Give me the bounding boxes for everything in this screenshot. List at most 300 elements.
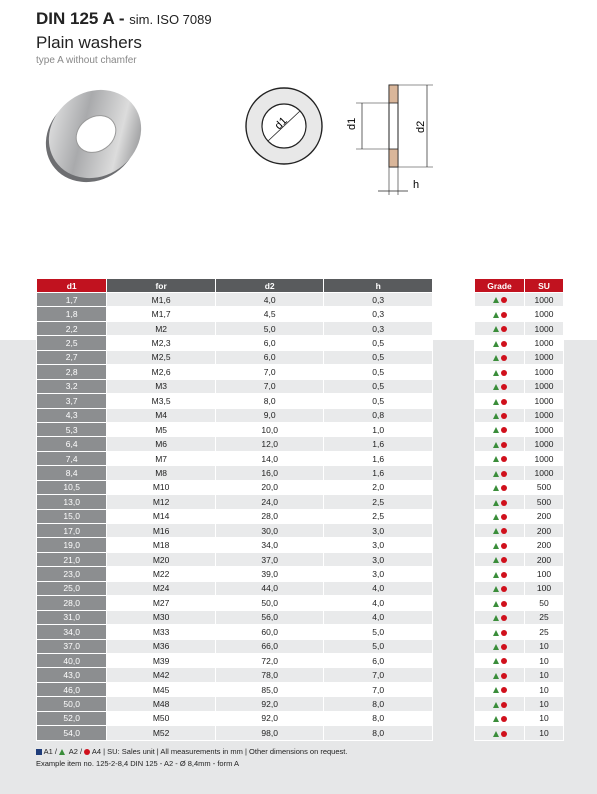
cell-su: 1000 [525, 451, 564, 465]
grade-row [475, 365, 564, 379]
a2-triangle-icon [493, 543, 499, 549]
grade-row [475, 610, 564, 624]
cell-h: 0,5 [324, 336, 433, 350]
a4-dot-icon [501, 644, 507, 650]
table-row [37, 350, 433, 364]
a4-dot-icon [501, 413, 507, 419]
cell-su: 25 [525, 625, 564, 639]
cell-grade [475, 639, 525, 653]
a4-dot-icon [501, 384, 507, 390]
a4-dot-icon [501, 687, 507, 693]
cell-grade [475, 365, 525, 379]
cell-su: 1000 [525, 336, 564, 350]
cell-for: M14 [107, 509, 216, 523]
grade-row [475, 596, 564, 610]
cell-h: 2,5 [324, 495, 433, 509]
cell-d2: 37,0 [215, 552, 324, 566]
dimensions-table [36, 278, 433, 741]
cell-h: 1,6 [324, 437, 433, 451]
cell-for: M5 [107, 422, 216, 436]
cell-for: M42 [107, 668, 216, 682]
title-main: DIN 125 A - [36, 9, 125, 28]
cell-su: 1000 [525, 307, 564, 321]
cell-su: 200 [525, 524, 564, 538]
cell-h: 3,0 [324, 567, 433, 581]
a2-triangle-icon [493, 427, 499, 433]
cell-d1: 21,0 [37, 552, 107, 566]
cell-for: M2 [107, 321, 216, 335]
table-row [37, 581, 433, 595]
a4-dot-icon [501, 630, 507, 636]
a4-dot-icon [501, 355, 507, 361]
cell-d2: 60,0 [215, 625, 324, 639]
cell-for: M39 [107, 653, 216, 667]
a4-dot-icon [501, 427, 507, 433]
cell-d1: 6,4 [37, 437, 107, 451]
cell-d1: 34,0 [37, 625, 107, 639]
cell-d2: 10,0 [215, 422, 324, 436]
a2-triangle-icon [493, 500, 499, 506]
table-row [37, 379, 433, 393]
cell-h: 0,5 [324, 394, 433, 408]
cell-grade [475, 451, 525, 465]
cell-d2: 39,0 [215, 567, 324, 581]
a4-dot-icon [501, 442, 507, 448]
cell-d1: 15,0 [37, 509, 107, 523]
table-row [37, 697, 433, 711]
cell-su: 10 [525, 697, 564, 711]
a4-dot-icon [501, 471, 507, 477]
cell-for: M12 [107, 495, 216, 509]
cell-su: 100 [525, 581, 564, 595]
cell-su: 1000 [525, 365, 564, 379]
cell-d2: 6,0 [215, 336, 324, 350]
cell-for: M22 [107, 567, 216, 581]
cell-d2: 30,0 [215, 524, 324, 538]
cell-d2: 56,0 [215, 610, 324, 624]
a4-dot-icon [501, 572, 507, 578]
cell-d1: 7,4 [37, 451, 107, 465]
a2-triangle-icon [493, 297, 499, 303]
table-row [37, 365, 433, 379]
table-row [37, 293, 433, 307]
cell-h: 4,0 [324, 610, 433, 624]
cell-d1: 25,0 [37, 581, 107, 595]
cell-for: M18 [107, 538, 216, 552]
cell-d1: 1,7 [37, 293, 107, 307]
a2-triangle-icon [493, 399, 499, 405]
drawing-label-d2: d2 [415, 120, 427, 133]
cell-d1: 54,0 [37, 726, 107, 740]
cell-grade [475, 697, 525, 711]
page-subtitle-type: type A without chamfer [36, 55, 137, 66]
page-title [36, 9, 212, 29]
cell-d2: 12,0 [215, 437, 324, 451]
cell-h: 2,5 [324, 509, 433, 523]
table-row [37, 668, 433, 682]
cell-d1: 40,0 [37, 653, 107, 667]
grade-table [474, 278, 564, 741]
table-row [37, 625, 433, 639]
cell-d2: 50,0 [215, 596, 324, 610]
grade-row [475, 336, 564, 350]
a4-dot-icon [501, 543, 507, 549]
grade-row [475, 581, 564, 595]
grade-row [475, 668, 564, 682]
grade-row [475, 524, 564, 538]
table-row [37, 321, 433, 335]
a2-triangle-icon [493, 514, 499, 520]
cell-su: 500 [525, 495, 564, 509]
cell-grade [475, 509, 525, 523]
grade-row [475, 697, 564, 711]
cell-h: 5,0 [324, 625, 433, 639]
grade-row [475, 408, 564, 422]
cell-h: 8,0 [324, 697, 433, 711]
cell-d1: 3,2 [37, 379, 107, 393]
a4-dot-icon [501, 673, 507, 679]
grade-row [475, 711, 564, 725]
a4-dot-icon [501, 702, 507, 708]
cell-for: M36 [107, 639, 216, 653]
a2-triangle-icon [493, 413, 499, 419]
cell-su: 500 [525, 480, 564, 494]
a2-triangle-icon [493, 615, 499, 621]
grade-row [475, 422, 564, 436]
cell-d1: 50,0 [37, 697, 107, 711]
a2-triangle-icon [493, 716, 499, 722]
cell-d1: 10,5 [37, 480, 107, 494]
cell-grade [475, 480, 525, 494]
cell-d1: 43,0 [37, 668, 107, 682]
cell-su: 10 [525, 639, 564, 653]
a4-dot-icon [84, 749, 90, 755]
header-h: h [324, 279, 433, 293]
table-row [37, 451, 433, 465]
cell-h: 8,0 [324, 711, 433, 725]
cell-grade [475, 495, 525, 509]
cell-grade [475, 726, 525, 740]
a2-triangle-icon [493, 370, 499, 376]
cell-d2: 9,0 [215, 408, 324, 422]
cell-d1: 8,4 [37, 466, 107, 480]
cell-d2: 16,0 [215, 466, 324, 480]
cell-su: 10 [525, 726, 564, 740]
cell-d1: 52,0 [37, 711, 107, 725]
cell-su: 200 [525, 538, 564, 552]
table-row [37, 552, 433, 566]
a2-triangle-icon [493, 312, 499, 318]
cell-for: M33 [107, 625, 216, 639]
grade-row [475, 321, 564, 335]
table-row [37, 394, 433, 408]
cell-d2: 4,0 [215, 293, 324, 307]
cell-d1: 37,0 [37, 639, 107, 653]
cell-h: 0,5 [324, 350, 433, 364]
grade-row [475, 726, 564, 740]
a2-triangle-icon [493, 528, 499, 534]
cell-d2: 6,0 [215, 350, 324, 364]
table-row [37, 408, 433, 422]
cell-h: 4,0 [324, 581, 433, 595]
footer-legend [36, 747, 347, 756]
cell-for: M3,5 [107, 394, 216, 408]
cell-su: 1000 [525, 293, 564, 307]
cell-su: 1000 [525, 379, 564, 393]
cell-for: M30 [107, 610, 216, 624]
header-d2: d2 [215, 279, 324, 293]
cell-su: 1000 [525, 437, 564, 451]
cell-su: 200 [525, 509, 564, 523]
cell-for: M20 [107, 552, 216, 566]
cell-grade [475, 653, 525, 667]
cell-grade [475, 552, 525, 566]
cell-h: 0,5 [324, 365, 433, 379]
table-row [37, 437, 433, 451]
table-row [37, 726, 433, 740]
cell-d2: 7,0 [215, 365, 324, 379]
cell-d1: 4,3 [37, 408, 107, 422]
a2-triangle-icon [493, 471, 499, 477]
a2-triangle-icon [493, 341, 499, 347]
a2-triangle-icon [59, 749, 65, 755]
cell-d2: 72,0 [215, 653, 324, 667]
drawing-label-d1: d1 [346, 117, 358, 130]
grade-row [475, 538, 564, 552]
a4-dot-icon [501, 586, 507, 592]
cell-d2: 24,0 [215, 495, 324, 509]
a4-dot-icon [501, 370, 507, 376]
a2-triangle-icon [493, 586, 499, 592]
a4-dot-icon [501, 731, 507, 737]
header-su: SU [525, 279, 564, 293]
cell-for: M16 [107, 524, 216, 538]
a4-dot-icon [501, 399, 507, 405]
table-row [37, 495, 433, 509]
grade-row [475, 625, 564, 639]
cell-for: M3 [107, 379, 216, 393]
title-sim: sim. ISO 7089 [129, 12, 212, 27]
footer-example: Example item no. 125-2-8,4 DIN 125 - A2 - Ø 8,4mm - form A [36, 759, 239, 768]
page-subtitle: Plain washers [36, 33, 142, 52]
grade-row [475, 466, 564, 480]
cell-h: 0,3 [324, 307, 433, 321]
table-row [37, 538, 433, 552]
cell-su: 10 [525, 668, 564, 682]
a4-dot-icon [501, 297, 507, 303]
cell-d2: 78,0 [215, 668, 324, 682]
cell-for: M52 [107, 726, 216, 740]
table-row [37, 610, 433, 624]
cell-grade [475, 394, 525, 408]
grade-row [475, 495, 564, 509]
cell-grade [475, 682, 525, 696]
cell-h: 1,6 [324, 451, 433, 465]
cell-su: 10 [525, 682, 564, 696]
header-for: for [107, 279, 216, 293]
a2-triangle-icon [493, 355, 499, 361]
cell-h: 0,3 [324, 321, 433, 335]
cell-grade [475, 524, 525, 538]
cell-d1: 28,0 [37, 596, 107, 610]
cell-for: M45 [107, 682, 216, 696]
grade-header-row [475, 279, 564, 293]
cell-for: M2,6 [107, 365, 216, 379]
a2-triangle-icon [493, 644, 499, 650]
cell-d1: 2,7 [37, 350, 107, 364]
cell-d1: 13,0 [37, 495, 107, 509]
cell-d2: 98,0 [215, 726, 324, 740]
cell-h: 0,8 [324, 408, 433, 422]
cell-h: 3,0 [324, 524, 433, 538]
cell-grade [475, 581, 525, 595]
a2-triangle-icon [493, 658, 499, 664]
a2-triangle-icon [493, 673, 499, 679]
cell-d1: 1,8 [37, 307, 107, 321]
grade-row [475, 293, 564, 307]
a4-dot-icon [501, 557, 507, 563]
table-row [37, 509, 433, 523]
cell-for: M27 [107, 596, 216, 610]
cell-d1: 46,0 [37, 682, 107, 696]
drawing-label-d1-circle: d1 [272, 114, 290, 133]
a2-triangle-icon [493, 456, 499, 462]
grade-row [475, 552, 564, 566]
a1-square-icon [36, 749, 42, 755]
cell-for: M7 [107, 451, 216, 465]
cell-h: 5,0 [324, 639, 433, 653]
cell-d2: 4,5 [215, 307, 324, 321]
a2-triangle-icon [493, 702, 499, 708]
cell-grade [475, 422, 525, 436]
a4-dot-icon [501, 658, 507, 664]
cell-d2: 92,0 [215, 711, 324, 725]
grade-row [475, 437, 564, 451]
a4-dot-icon [501, 456, 507, 462]
cell-d2: 92,0 [215, 697, 324, 711]
cell-grade [475, 596, 525, 610]
a4-dot-icon [501, 485, 507, 491]
a4-dot-icon [501, 528, 507, 534]
cell-su: 100 [525, 567, 564, 581]
cell-su: 1000 [525, 394, 564, 408]
cell-grade [475, 466, 525, 480]
cell-grade [475, 408, 525, 422]
cell-su: 1000 [525, 422, 564, 436]
grade-row [475, 567, 564, 581]
grade-row [475, 307, 564, 321]
table-row [37, 653, 433, 667]
cell-grade [475, 336, 525, 350]
cell-grade [475, 379, 525, 393]
cell-h: 3,0 [324, 552, 433, 566]
table-row [37, 480, 433, 494]
a2-triangle-icon [493, 326, 499, 332]
cell-su: 50 [525, 596, 564, 610]
cell-d1: 2,2 [37, 321, 107, 335]
cell-su: 200 [525, 552, 564, 566]
cell-d2: 8,0 [215, 394, 324, 408]
grade-row [475, 653, 564, 667]
cell-for: M1,6 [107, 293, 216, 307]
a2-triangle-icon [493, 572, 499, 578]
a2-triangle-icon [493, 601, 499, 607]
grade-row [475, 480, 564, 494]
table-row [37, 307, 433, 321]
cell-h: 1,0 [324, 422, 433, 436]
a4-dot-icon [501, 341, 507, 347]
a4-dot-icon [501, 326, 507, 332]
a2-triangle-icon [493, 442, 499, 448]
cell-grade [475, 293, 525, 307]
a4-dot-icon [501, 500, 507, 506]
washer-photo-icon [40, 84, 150, 184]
cell-d2: 14,0 [215, 451, 324, 465]
grade-row [475, 682, 564, 696]
cell-su: 1000 [525, 408, 564, 422]
table-row [37, 639, 433, 653]
cell-h: 0,3 [324, 293, 433, 307]
cell-for: M8 [107, 466, 216, 480]
drawing-label-h: h [413, 179, 420, 191]
a4-dot-icon [501, 601, 507, 607]
a2-triangle-icon [493, 687, 499, 693]
grade-row [475, 379, 564, 393]
cell-d1: 31,0 [37, 610, 107, 624]
cell-h: 4,0 [324, 596, 433, 610]
washer-technical-drawing [238, 78, 458, 203]
cell-for: M2,3 [107, 336, 216, 350]
cell-grade [475, 321, 525, 335]
cell-grade [475, 711, 525, 725]
cell-h: 0,5 [324, 379, 433, 393]
cell-grade [475, 350, 525, 364]
cell-h: 7,0 [324, 668, 433, 682]
cell-for: M6 [107, 437, 216, 451]
cell-d2: 20,0 [215, 480, 324, 494]
grade-row [475, 639, 564, 653]
cell-d2: 28,0 [215, 509, 324, 523]
table-row [37, 567, 433, 581]
cell-grade [475, 567, 525, 581]
a4-dot-icon [501, 615, 507, 621]
cell-d1: 2,8 [37, 365, 107, 379]
table-row [37, 336, 433, 350]
table-row [37, 711, 433, 725]
cell-d1: 3,7 [37, 394, 107, 408]
cell-d1: 23,0 [37, 567, 107, 581]
cell-for: M10 [107, 480, 216, 494]
table-row [37, 596, 433, 610]
a4-dot-icon [501, 716, 507, 722]
cell-for: M48 [107, 697, 216, 711]
cell-grade [475, 307, 525, 321]
legend-a1: A1 / [43, 747, 58, 756]
cell-grade [475, 610, 525, 624]
table-header-row [37, 279, 433, 293]
header-d1: d1 [37, 279, 107, 293]
cell-for: M24 [107, 581, 216, 595]
cell-d1: 5,3 [37, 422, 107, 436]
a4-dot-icon [501, 514, 507, 520]
a2-triangle-icon [493, 731, 499, 737]
legend-a2: A2 / [68, 747, 83, 756]
cell-for: M50 [107, 711, 216, 725]
cell-d2: 85,0 [215, 682, 324, 696]
grade-row [475, 350, 564, 364]
table-row [37, 422, 433, 436]
cell-for: M2,5 [107, 350, 216, 364]
